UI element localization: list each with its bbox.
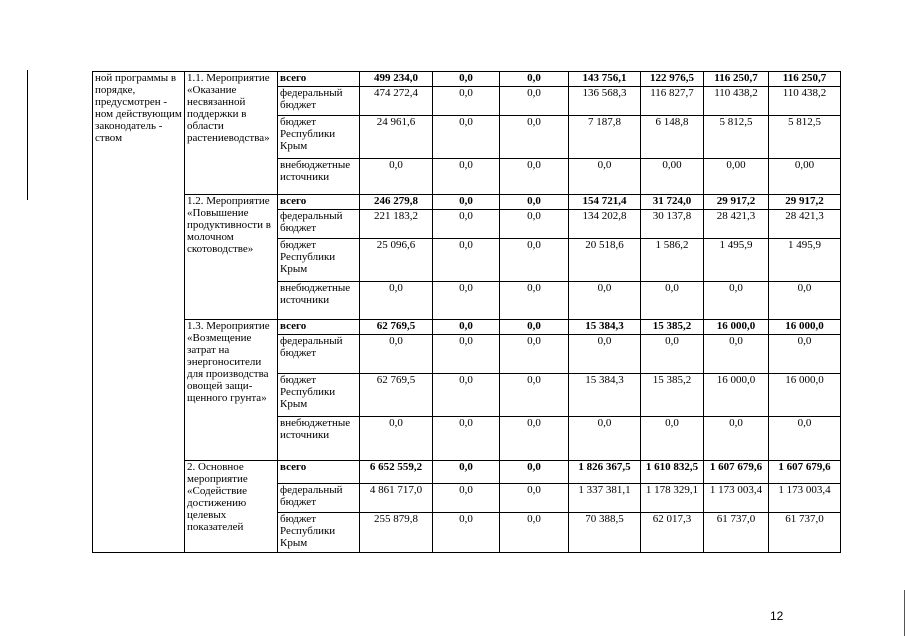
amount-cell: 255 879,8 xyxy=(360,513,433,553)
amount-cell: 28 421,3 xyxy=(704,210,769,239)
amount-cell: 0,00 xyxy=(704,159,769,195)
funding-source-cell: внебюджетные источники xyxy=(278,159,360,195)
amount-cell: 221 183,2 xyxy=(360,210,433,239)
amount-cell: 116 827,7 xyxy=(641,87,704,116)
amount-cell: 0,0 xyxy=(704,335,769,374)
amount-cell: 499 234,0 xyxy=(360,72,433,87)
amount-cell: 0,0 xyxy=(569,159,641,195)
amount-cell: 62 769,5 xyxy=(360,320,433,335)
amount-cell: 0,0 xyxy=(769,417,841,461)
amount-cell: 0,0 xyxy=(433,374,500,417)
amount-cell: 0,0 xyxy=(433,210,500,239)
amount-cell: 5 812,5 xyxy=(704,116,769,159)
funding-source-cell: федеральный бюджет xyxy=(278,484,360,513)
amount-cell: 0,0 xyxy=(500,417,569,461)
event-name-cell: 1.1. Мероприятие «Оказание несвязанной поддержки в области растениеводства» xyxy=(185,72,278,195)
amount-cell: 110 438,2 xyxy=(769,87,841,116)
amount-cell: 16 000,0 xyxy=(769,374,841,417)
amount-cell: 0,0 xyxy=(433,335,500,374)
event-name-cell: 1.2. Мероприятие «Повышение продуктивности в молочном скотоводстве» xyxy=(185,195,278,320)
funding-source-cell: федеральный бюджет xyxy=(278,335,360,374)
amount-cell: 0,0 xyxy=(360,417,433,461)
amount-cell: 0,0 xyxy=(433,461,500,484)
amount-cell: 0,0 xyxy=(360,335,433,374)
amount-cell: 1 826 367,5 xyxy=(569,461,641,484)
amount-cell: 61 737,0 xyxy=(769,513,841,553)
amount-cell: 474 272,4 xyxy=(360,87,433,116)
program-description-cell: ной программы в порядке, предусмотрен - ном действующим законодатель - ством xyxy=(93,72,185,553)
amount-cell: 0,0 xyxy=(569,335,641,374)
amount-cell: 16 000,0 xyxy=(704,320,769,335)
amount-cell: 0,0 xyxy=(433,484,500,513)
table-body xyxy=(93,72,841,553)
funding-source-cell: федеральный бюджет xyxy=(278,87,360,116)
amount-cell: 0,0 xyxy=(641,335,704,374)
amount-cell: 0,0 xyxy=(433,87,500,116)
table-row-total xyxy=(93,195,841,210)
funding-source-cell: внебюджетные источники xyxy=(278,282,360,320)
amount-cell: 16 000,0 xyxy=(769,320,841,335)
amount-cell: 0,0 xyxy=(769,282,841,320)
amount-cell: 0,0 xyxy=(433,116,500,159)
amount-cell: 61 737,0 xyxy=(704,513,769,553)
amount-cell: 62 017,3 xyxy=(641,513,704,553)
event-name-cell: 2. Основное мероприятие «Содействие достижению целевых показателей xyxy=(185,461,278,553)
amount-cell: 0,0 xyxy=(500,159,569,195)
amount-cell: 1 337 381,1 xyxy=(569,484,641,513)
amount-cell: 134 202,8 xyxy=(569,210,641,239)
funding-table xyxy=(92,71,841,553)
amount-cell: 15 385,2 xyxy=(641,320,704,335)
amount-cell: 0,0 xyxy=(569,417,641,461)
amount-cell: 7 187,8 xyxy=(569,116,641,159)
amount-cell: 0,0 xyxy=(433,72,500,87)
amount-cell: 0,0 xyxy=(500,116,569,159)
amount-cell: 0,0 xyxy=(500,239,569,282)
amount-cell: 0,0 xyxy=(433,159,500,195)
margin-rule xyxy=(27,70,28,200)
amount-cell: 15 384,3 xyxy=(569,320,641,335)
amount-cell: 116 250,7 xyxy=(769,72,841,87)
funding-source-cell: бюджет Республики Крым xyxy=(278,374,360,417)
amount-cell: 110 438,2 xyxy=(704,87,769,116)
amount-cell: 154 721,4 xyxy=(569,195,641,210)
amount-cell: 0,0 xyxy=(433,513,500,553)
amount-cell: 0,0 xyxy=(500,513,569,553)
amount-cell: 143 756,1 xyxy=(569,72,641,87)
amount-cell: 0,0 xyxy=(500,374,569,417)
amount-cell: 4 861 717,0 xyxy=(360,484,433,513)
table-row-total xyxy=(93,72,841,87)
amount-cell: 1 607 679,6 xyxy=(704,461,769,484)
amount-cell: 25 096,6 xyxy=(360,239,433,282)
amount-cell: 0,0 xyxy=(704,282,769,320)
amount-cell: 62 769,5 xyxy=(360,374,433,417)
amount-cell: 0,0 xyxy=(500,335,569,374)
amount-cell: 0,0 xyxy=(704,417,769,461)
funding-source-cell: всего xyxy=(278,461,360,484)
table-row-total xyxy=(93,461,841,484)
amount-cell: 15 385,2 xyxy=(641,374,704,417)
amount-cell: 0,0 xyxy=(500,282,569,320)
amount-cell: 30 137,8 xyxy=(641,210,704,239)
amount-cell: 0,0 xyxy=(569,282,641,320)
amount-cell: 0,0 xyxy=(769,335,841,374)
amount-cell: 6 652 559,2 xyxy=(360,461,433,484)
funding-source-cell: бюджет Республики Крым xyxy=(278,239,360,282)
funding-source-cell: внебюджетные источники xyxy=(278,417,360,461)
amount-cell: 0,0 xyxy=(641,282,704,320)
amount-cell: 1 607 679,6 xyxy=(769,461,841,484)
amount-cell: 116 250,7 xyxy=(704,72,769,87)
amount-cell: 5 812,5 xyxy=(769,116,841,159)
amount-cell: 136 568,3 xyxy=(569,87,641,116)
amount-cell: 1 610 832,5 xyxy=(641,461,704,484)
amount-cell: 1 586,2 xyxy=(641,239,704,282)
amount-cell: 0,0 xyxy=(500,210,569,239)
amount-cell: 31 724,0 xyxy=(641,195,704,210)
amount-cell: 0,0 xyxy=(433,195,500,210)
amount-cell: 70 388,5 xyxy=(569,513,641,553)
amount-cell: 0,0 xyxy=(641,417,704,461)
amount-cell: 1 173 003,4 xyxy=(769,484,841,513)
amount-cell: 0,0 xyxy=(360,159,433,195)
table-row-total xyxy=(93,320,841,335)
amount-cell: 0,0 xyxy=(500,484,569,513)
amount-cell: 6 148,8 xyxy=(641,116,704,159)
amount-cell: 0,0 xyxy=(500,320,569,335)
funding-source-cell: федеральный бюджет xyxy=(278,210,360,239)
amount-cell: 20 518,6 xyxy=(569,239,641,282)
amount-cell: 1 173 003,4 xyxy=(704,484,769,513)
amount-cell: 0,0 xyxy=(500,72,569,87)
amount-cell: 246 279,8 xyxy=(360,195,433,210)
amount-cell: 0,00 xyxy=(641,159,704,195)
amount-cell: 1 178 329,1 xyxy=(641,484,704,513)
amount-cell: 29 917,2 xyxy=(769,195,841,210)
amount-cell: 0,0 xyxy=(500,461,569,484)
funding-source-cell: всего xyxy=(278,72,360,87)
funding-source-cell: бюджет Республики Крым xyxy=(278,513,360,553)
amount-cell: 1 495,9 xyxy=(704,239,769,282)
amount-cell: 0,0 xyxy=(433,320,500,335)
amount-cell: 0,0 xyxy=(433,239,500,282)
amount-cell: 29 917,2 xyxy=(704,195,769,210)
amount-cell: 0,00 xyxy=(769,159,841,195)
amount-cell: 0,0 xyxy=(433,417,500,461)
amount-cell: 16 000,0 xyxy=(704,374,769,417)
page-number: 12 xyxy=(770,609,784,623)
event-name-cell: 1.3. Мероприятие «Возмещение затрат на энергоносители для производства овощей защи- щенного грунта» xyxy=(185,320,278,461)
funding-source-cell: всего xyxy=(278,320,360,335)
amount-cell: 122 976,5 xyxy=(641,72,704,87)
amount-cell: 0,0 xyxy=(500,87,569,116)
amount-cell: 28 421,3 xyxy=(769,210,841,239)
amount-cell: 0,0 xyxy=(433,282,500,320)
funding-source-cell: бюджет Республики Крым xyxy=(278,116,360,159)
amount-cell: 15 384,3 xyxy=(569,374,641,417)
amount-cell: 24 961,6 xyxy=(360,116,433,159)
amount-cell: 0,0 xyxy=(360,282,433,320)
amount-cell: 0,0 xyxy=(500,195,569,210)
funding-source-cell: всего xyxy=(278,195,360,210)
amount-cell: 1 495,9 xyxy=(769,239,841,282)
